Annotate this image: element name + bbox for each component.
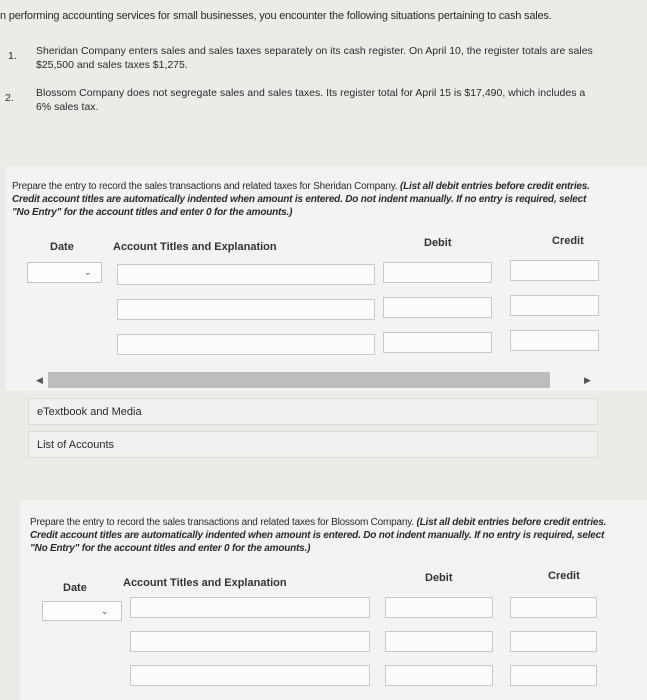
debit-amount-input[interactable] xyxy=(385,665,493,686)
credit-amount-input[interactable] xyxy=(510,295,599,316)
credit-amount-input[interactable] xyxy=(510,330,599,351)
debit-amount-input[interactable] xyxy=(383,262,492,283)
credit-amount-input[interactable] xyxy=(510,260,599,281)
date-header: Date xyxy=(50,241,74,253)
credit-amount-input[interactable] xyxy=(510,665,597,686)
date-select[interactable] xyxy=(27,262,102,283)
credit-amount-input[interactable] xyxy=(510,631,597,652)
item-number: 1. xyxy=(8,50,17,62)
credit-header: Credit xyxy=(552,235,584,247)
journal-entry-panel-sheridan xyxy=(6,166,647,391)
account-title-input[interactable] xyxy=(130,631,370,652)
intro-text: n performing accounting services for small businesses, you encounter the following situations pertaining to cash sales. xyxy=(0,10,552,22)
account-header: Account Titles and Explanation xyxy=(123,577,287,589)
date-header: Date xyxy=(63,582,87,594)
debit-header: Debit xyxy=(425,572,453,584)
scroll-right-arrow-icon[interactable]: ▶ xyxy=(584,375,591,385)
debit-amount-input[interactable] xyxy=(383,297,492,318)
journal-entry-panel-blossom xyxy=(20,500,647,700)
scroll-left-arrow-icon[interactable]: ◀ xyxy=(36,375,43,385)
account-title-input[interactable] xyxy=(130,597,370,618)
debit-amount-input[interactable] xyxy=(383,332,492,353)
instruction-text: Prepare the entry to record the sales transactions and related taxes for Blossom Company. (List all debit entries before credit entries. Credit account titles are automatically indented when amount is entered. Do not indent manually. If no entry is required, select "No Entry" for the account titles and enter 0 for the amounts.) xyxy=(30,517,607,554)
debit-amount-input[interactable] xyxy=(385,597,493,618)
account-title-input[interactable] xyxy=(117,334,375,355)
item-number: 2. xyxy=(5,92,14,104)
chevron-down-icon: ⌄ xyxy=(101,606,109,616)
account-title-input[interactable] xyxy=(117,299,375,320)
debit-amount-input[interactable] xyxy=(385,631,493,652)
date-select[interactable] xyxy=(42,601,122,621)
list-of-accounts-link[interactable]: List of Accounts xyxy=(28,431,598,458)
credit-amount-input[interactable] xyxy=(510,597,597,618)
item-text: Sheridan Company enters sales and sales taxes separately on its cash register. On April 10, the register totals are sales $25,500 and sales taxes $1,275. xyxy=(36,45,593,71)
chevron-down-icon: ⌄ xyxy=(84,267,92,277)
account-title-input[interactable] xyxy=(130,665,370,686)
etextbook-media-link[interactable]: eTextbook and Media xyxy=(28,398,598,425)
account-title-input[interactable] xyxy=(117,264,375,285)
credit-header: Credit xyxy=(548,570,580,582)
instruction-text: Prepare the entry to record the sales transactions and related taxes for Sheridan Company. (List all debit entries before credit entries. Credit account titles are automatically indented when amount is entered. Do not indent manually. If no entry is required, select "No Entry" for the account titles and enter 0 for the amounts.) xyxy=(12,181,590,218)
debit-header: Debit xyxy=(424,237,452,249)
horizontal-scrollbar[interactable] xyxy=(48,372,550,388)
item-text: Blossom Company does not segregate sales and sales taxes. Its register total for April 15 is $17,490, which includes a 6% sales tax. xyxy=(36,87,586,113)
account-header: Account Titles and Explanation xyxy=(113,241,277,253)
